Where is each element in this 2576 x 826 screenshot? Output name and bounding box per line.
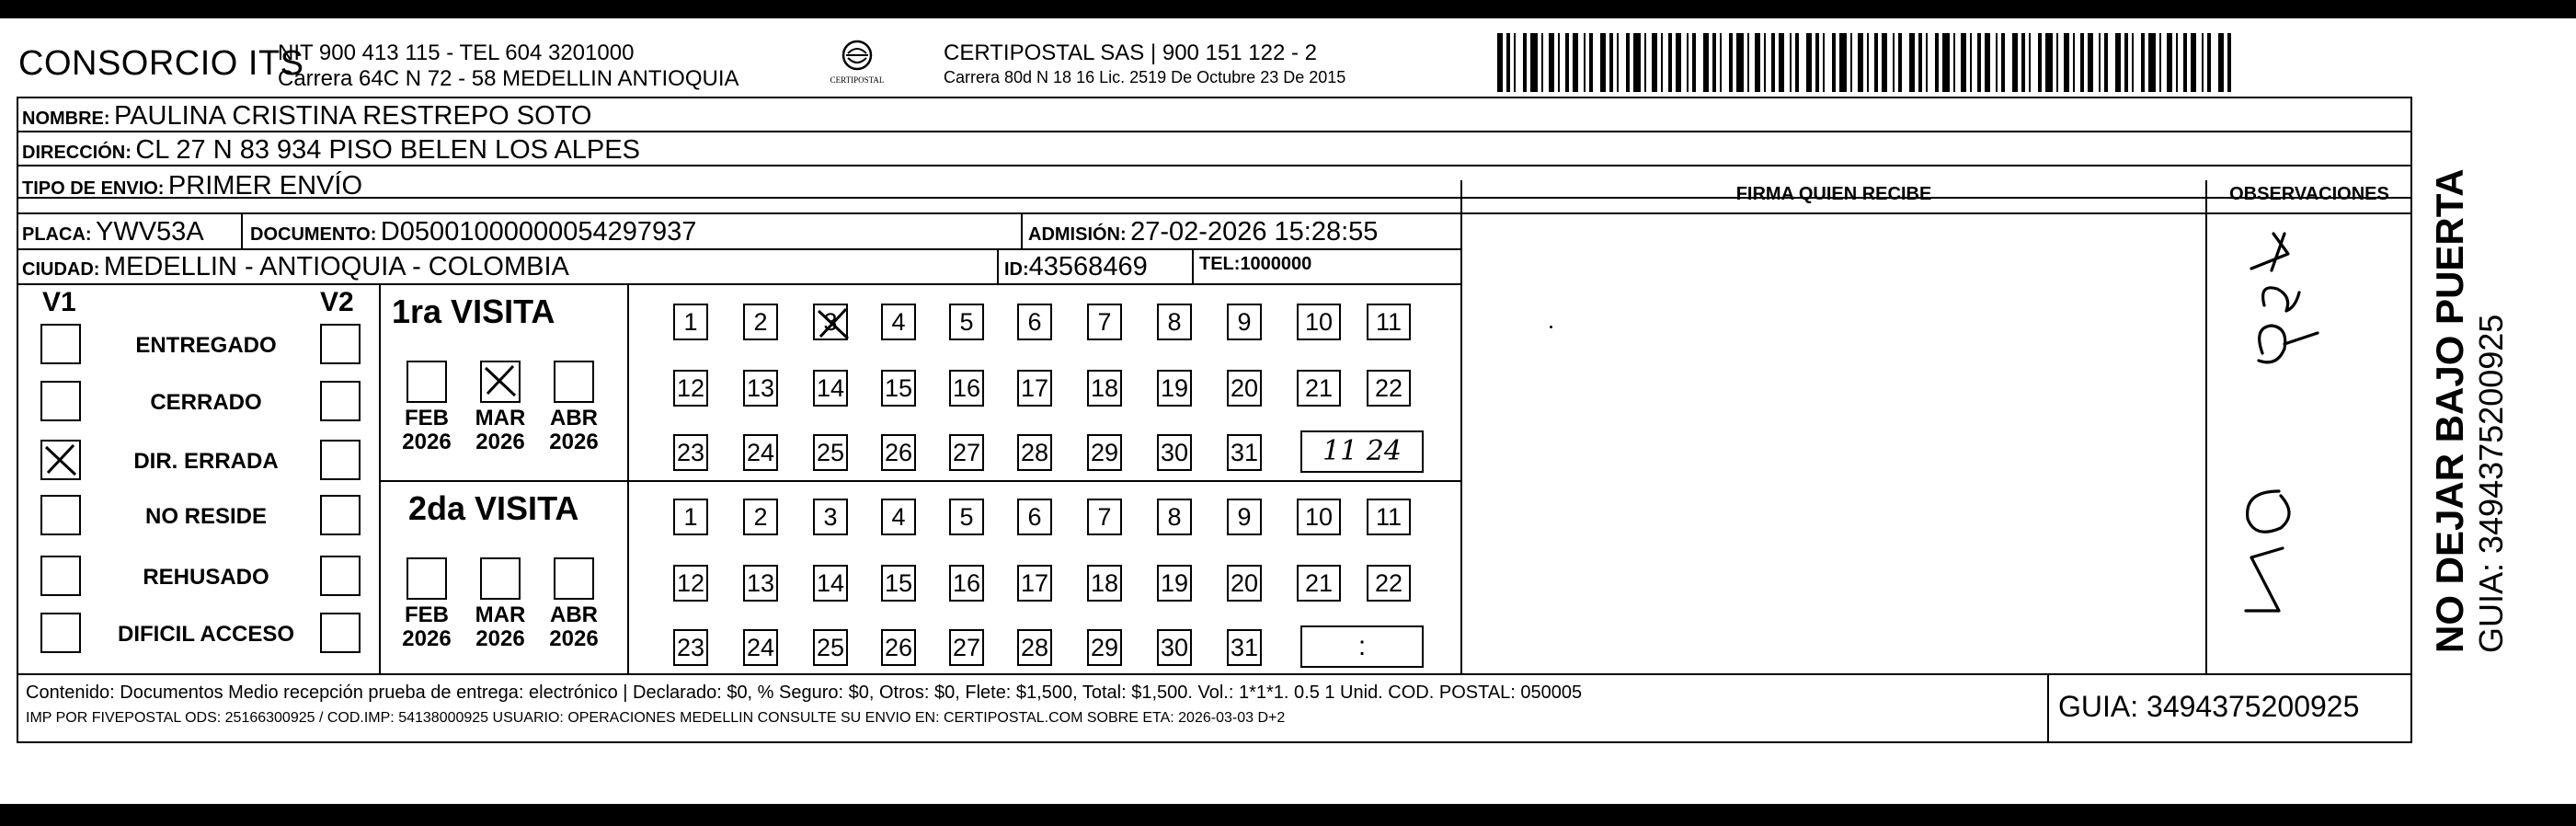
firma-header: FIRMA QUIEN RECIBE <box>1735 184 1932 204</box>
visit1-month-label: FEB <box>405 406 449 430</box>
v1-checkbox[interactable] <box>40 556 81 596</box>
tel-cell <box>1199 254 1311 275</box>
observaciones-header: OBSERVACIONES <box>2229 184 2389 204</box>
placa-label: PLACA: <box>22 224 92 245</box>
visit2-day-box[interactable]: 14 <box>813 565 848 602</box>
visit2-month-label: ABR <box>550 602 598 627</box>
visit1-day-box[interactable]: 3 <box>813 304 848 340</box>
company-address: Carrera 64C N 72 - 58 MEDELLIN ANTIOQUIA <box>278 66 739 91</box>
rule <box>627 283 629 673</box>
visit2-month-label: MAR <box>475 602 526 627</box>
status-label: ENTREGADO <box>135 333 277 358</box>
ciudad-cell <box>22 252 569 282</box>
visit2-year-label: 2026 <box>402 626 452 651</box>
visit2-day-box[interactable]: 8 <box>1157 499 1192 535</box>
status-label: DIFICIL ACCESO <box>117 622 294 647</box>
rule <box>17 212 1461 214</box>
visit1-day-box[interactable]: 7 <box>1087 304 1122 340</box>
side-warning: NO DEJAR BAJO PUERTA <box>2428 168 2471 653</box>
side-guia: GUIA: 3494375200925 <box>2472 314 2510 653</box>
ciudad-value: MEDELLIN - ANTIOQUIA - COLOMBIA <box>103 252 569 281</box>
visit1-day-box[interactable]: 6 <box>1017 304 1052 340</box>
footer-content-line: Contenido: Documentos Medio recepción prueba de entrega: electrónico | Declarado: $0, % Seguro: $0, Otros: $0, Flete: $1,500, Total: $1,500. Vol.: 1*1*1. 0.5 1 Unid. COD. POSTAL: 050005 <box>26 683 1583 703</box>
v1-checkbox[interactable] <box>40 440 81 480</box>
visit1-year-label: 2026 <box>402 430 452 454</box>
v1-checkbox[interactable] <box>40 613 81 653</box>
visit1-day-box[interactable]: 25 <box>813 434 848 471</box>
observaciones-handwriting[interactable] <box>2207 215 2411 671</box>
visit2-day-box[interactable]: 1 <box>673 499 708 535</box>
visit1-title: 1ra VISITA <box>392 293 555 330</box>
direccion-row <box>22 135 640 166</box>
visit2-month-checkbox[interactable] <box>480 557 521 600</box>
id-cell <box>1004 252 1148 282</box>
visit1-month-checkbox[interactable] <box>554 361 594 403</box>
visit1-day-box[interactable]: 8 <box>1157 304 1192 340</box>
v2-checkbox[interactable] <box>320 613 361 653</box>
visit2-month-label: FEB <box>405 602 449 627</box>
v2-header: V2 <box>320 287 354 317</box>
top-border-bar <box>0 0 2576 18</box>
placa-cell <box>22 217 204 247</box>
visit2-month-checkbox[interactable] <box>406 557 447 600</box>
visit2-day-box[interactable]: 30 <box>1157 629 1192 666</box>
visit1-day-box[interactable]: 1 <box>673 304 708 340</box>
visit1-month-checkbox[interactable] <box>480 361 521 403</box>
v1-header: V1 <box>42 287 76 317</box>
visit1-month-label: MAR <box>475 406 526 430</box>
v2-checkbox[interactable] <box>320 440 361 480</box>
visit2-day-box[interactable]: 9 <box>1227 499 1262 535</box>
visit2-day-box[interactable]: 25 <box>813 629 848 666</box>
tipo-label: TIPO DE ENVIO: <box>22 178 165 199</box>
rule <box>17 673 2412 675</box>
visit2-day-box[interactable]: 16 <box>949 565 984 602</box>
rule <box>1192 248 1194 283</box>
visit1-day-box[interactable]: 12 <box>673 370 708 407</box>
visit2-title: 2da VISITA <box>408 489 579 527</box>
documento-label: DOCUMENTO: <box>250 224 377 245</box>
id-value: 43568469 <box>1028 252 1148 281</box>
visit1-day-box[interactable]: 22 <box>1367 370 1411 407</box>
company-nit-tel: NIT 900 413 115 - TEL 604 3201000 <box>278 40 635 65</box>
signature-area[interactable] <box>1462 214 2204 671</box>
visit2-day-box[interactable]: 17 <box>1017 565 1052 602</box>
visit1-day-box[interactable]: 16 <box>949 370 984 407</box>
visit2-year-label: 2026 <box>475 626 525 651</box>
nombre-row <box>22 101 591 132</box>
visit2-day-box[interactable]: 19 <box>1157 565 1192 602</box>
visit2-day-box[interactable]: 6 <box>1017 499 1052 535</box>
visit2-day-box[interactable]: 23 <box>673 629 708 666</box>
visit2-day-box[interactable]: 4 <box>881 499 916 535</box>
visit2-day-box[interactable]: 24 <box>743 629 778 666</box>
visit1-day-box[interactable]: 4 <box>881 304 916 340</box>
visit1-day-box[interactable]: 17 <box>1017 370 1052 407</box>
visit1-day-box[interactable]: 20 <box>1227 370 1262 407</box>
courier-name: CERTIPOSTAL SAS | 900 151 122 - 2 <box>944 40 1317 65</box>
svg-text:NO 934: NO 934 <box>2207 215 2211 216</box>
admision-value: 27-02-2026 15:28:55 <box>1130 217 1379 247</box>
visit1-day-box[interactable]: 31 <box>1227 434 1262 471</box>
barcode <box>1497 33 2233 92</box>
visit1-day-box[interactable]: 27 <box>949 434 984 471</box>
visit2-day-box[interactable]: 3 <box>813 499 848 535</box>
visit2-day-box[interactable]: 22 <box>1367 565 1411 602</box>
rule <box>2047 673 2049 743</box>
ciudad-label: CIUDAD: <box>22 259 100 280</box>
visit2-day-box[interactable]: 21 <box>1297 565 1341 602</box>
visit1-day-box[interactable]: 29 <box>1087 434 1122 471</box>
visit1-day-box[interactable]: 14 <box>813 370 848 407</box>
visit2-day-box[interactable]: 2 <box>743 499 778 535</box>
company-name: CONSORCIO ITS <box>18 44 304 83</box>
visit2-day-box[interactable]: 12 <box>673 565 708 602</box>
documento-cell <box>250 217 696 247</box>
visit2-day-box[interactable]: 27 <box>949 629 984 666</box>
visit1-day-box[interactable]: 21 <box>1297 370 1341 407</box>
rule <box>17 283 1461 285</box>
visit2-day-box[interactable]: 18 <box>1087 565 1122 602</box>
visit2-day-box[interactable]: 28 <box>1017 629 1052 666</box>
visit1-month-checkbox[interactable] <box>406 361 447 403</box>
nombre-value: PAULINA CRISTINA RESTREPO SOTO <box>114 101 592 131</box>
rule <box>379 283 381 673</box>
visit2-day-box[interactable]: 11 <box>1367 499 1411 535</box>
bottom-border-bar <box>0 804 2576 826</box>
visit1-day-box[interactable]: 13 <box>743 370 778 407</box>
v1-checkbox[interactable] <box>40 495 81 535</box>
admision-cell <box>1028 217 1378 247</box>
rule <box>379 480 1461 482</box>
visit1-day-box[interactable]: 30 <box>1157 434 1192 471</box>
svg-text:CERTIPOSTAL: CERTIPOSTAL <box>830 75 885 85</box>
footer-guia: GUIA: 3494375200925 <box>2058 690 2360 723</box>
id-label: ID: <box>1004 259 1029 280</box>
visit1-day-box[interactable]: 15 <box>881 370 916 407</box>
rule <box>1021 212 1023 248</box>
v2-checkbox[interactable] <box>320 556 361 596</box>
nombre-label: NOMBRE: <box>22 109 110 129</box>
rule <box>997 248 999 283</box>
visit1-month-label: ABR <box>550 406 598 430</box>
visit2-day-box[interactable]: 26 <box>881 629 916 666</box>
footer-print-line: IMP POR FIVEPOSTAL ODS: 25166300925 / COD.IMP: 54138000925 USUARIO: OPERACIONES MEDELLIN CONSULTE SU ENVIO EN: CERTIPOSTAL.COM SOBRE ETA: 2026-03-03 D+2 <box>26 710 1286 726</box>
visit2-day-box[interactable]: 15 <box>881 565 916 602</box>
visit2-day-box[interactable]: 20 <box>1227 565 1262 602</box>
visit1-day-box[interactable]: 9 <box>1227 304 1262 340</box>
visit1-day-box[interactable]: 26 <box>881 434 916 471</box>
visit2-day-box[interactable]: 31 <box>1227 629 1262 666</box>
v1-checkbox[interactable] <box>40 381 81 421</box>
visit2-day-box[interactable]: 7 <box>1087 499 1122 535</box>
visit1-day-box[interactable]: 24 <box>743 434 778 471</box>
visit1-year-label: 2026 <box>475 430 525 454</box>
signature-mark <box>1550 326 1552 328</box>
v2-checkbox[interactable] <box>320 495 361 535</box>
direccion-value: CL 27 N 83 934 PISO BELEN LOS ALPES <box>135 135 640 165</box>
status-label: REHUSADO <box>143 565 269 590</box>
documento-value: D05001000000054297937 <box>380 217 697 247</box>
courier-address: Carrera 80d N 18 16 Lic. 2519 De Octubre 23 De 2015 <box>944 68 1346 86</box>
direccion-label: DIRECCIÓN: <box>22 143 132 163</box>
tel-value: 1000000 <box>1240 254 1312 274</box>
visit1-time-box[interactable]: 11 24 <box>1300 430 1424 473</box>
side-vertical-text <box>2428 168 2511 653</box>
status-label: CERRADO <box>150 390 262 415</box>
visit1-day-box[interactable]: 19 <box>1157 370 1192 407</box>
status-label: NO RESIDE <box>144 504 268 529</box>
v2-checkbox[interactable] <box>320 381 361 421</box>
visit2-time-box[interactable]: : <box>1300 625 1424 668</box>
tipo-row <box>22 171 362 201</box>
tipo-value: PRIMER ENVÍO <box>167 171 363 201</box>
certipostal-logo <box>820 37 894 88</box>
visit2-month-checkbox[interactable] <box>554 557 594 600</box>
v2-checkbox[interactable] <box>320 324 361 364</box>
visit1-day-box[interactable]: 23 <box>673 434 708 471</box>
tel-label: TEL: <box>1199 254 1241 274</box>
visit1-day-box[interactable]: 5 <box>949 304 984 340</box>
visit2-day-box[interactable]: 5 <box>949 499 984 535</box>
visit1-day-box[interactable]: 28 <box>1017 434 1052 471</box>
visit2-day-box[interactable]: 10 <box>1297 499 1341 535</box>
visit1-day-box[interactable]: 11 <box>1367 304 1411 340</box>
visit2-day-box[interactable]: 29 <box>1087 629 1122 666</box>
v1-checkbox[interactable] <box>40 324 81 364</box>
visit1-day-box[interactable]: 10 <box>1297 304 1341 340</box>
status-label: DIR. ERRADA <box>133 449 279 474</box>
visit1-day-box[interactable]: 2 <box>743 304 778 340</box>
visit2-day-box[interactable]: 13 <box>743 565 778 602</box>
rule <box>241 212 243 248</box>
placa-value: YWV53A <box>96 217 204 247</box>
admision-label: ADMISIÓN: <box>1028 224 1127 245</box>
visit2-year-label: 2026 <box>549 626 599 651</box>
visit1-day-box[interactable]: 18 <box>1087 370 1122 407</box>
visit1-year-label: 2026 <box>549 430 599 454</box>
rule <box>17 248 1461 250</box>
